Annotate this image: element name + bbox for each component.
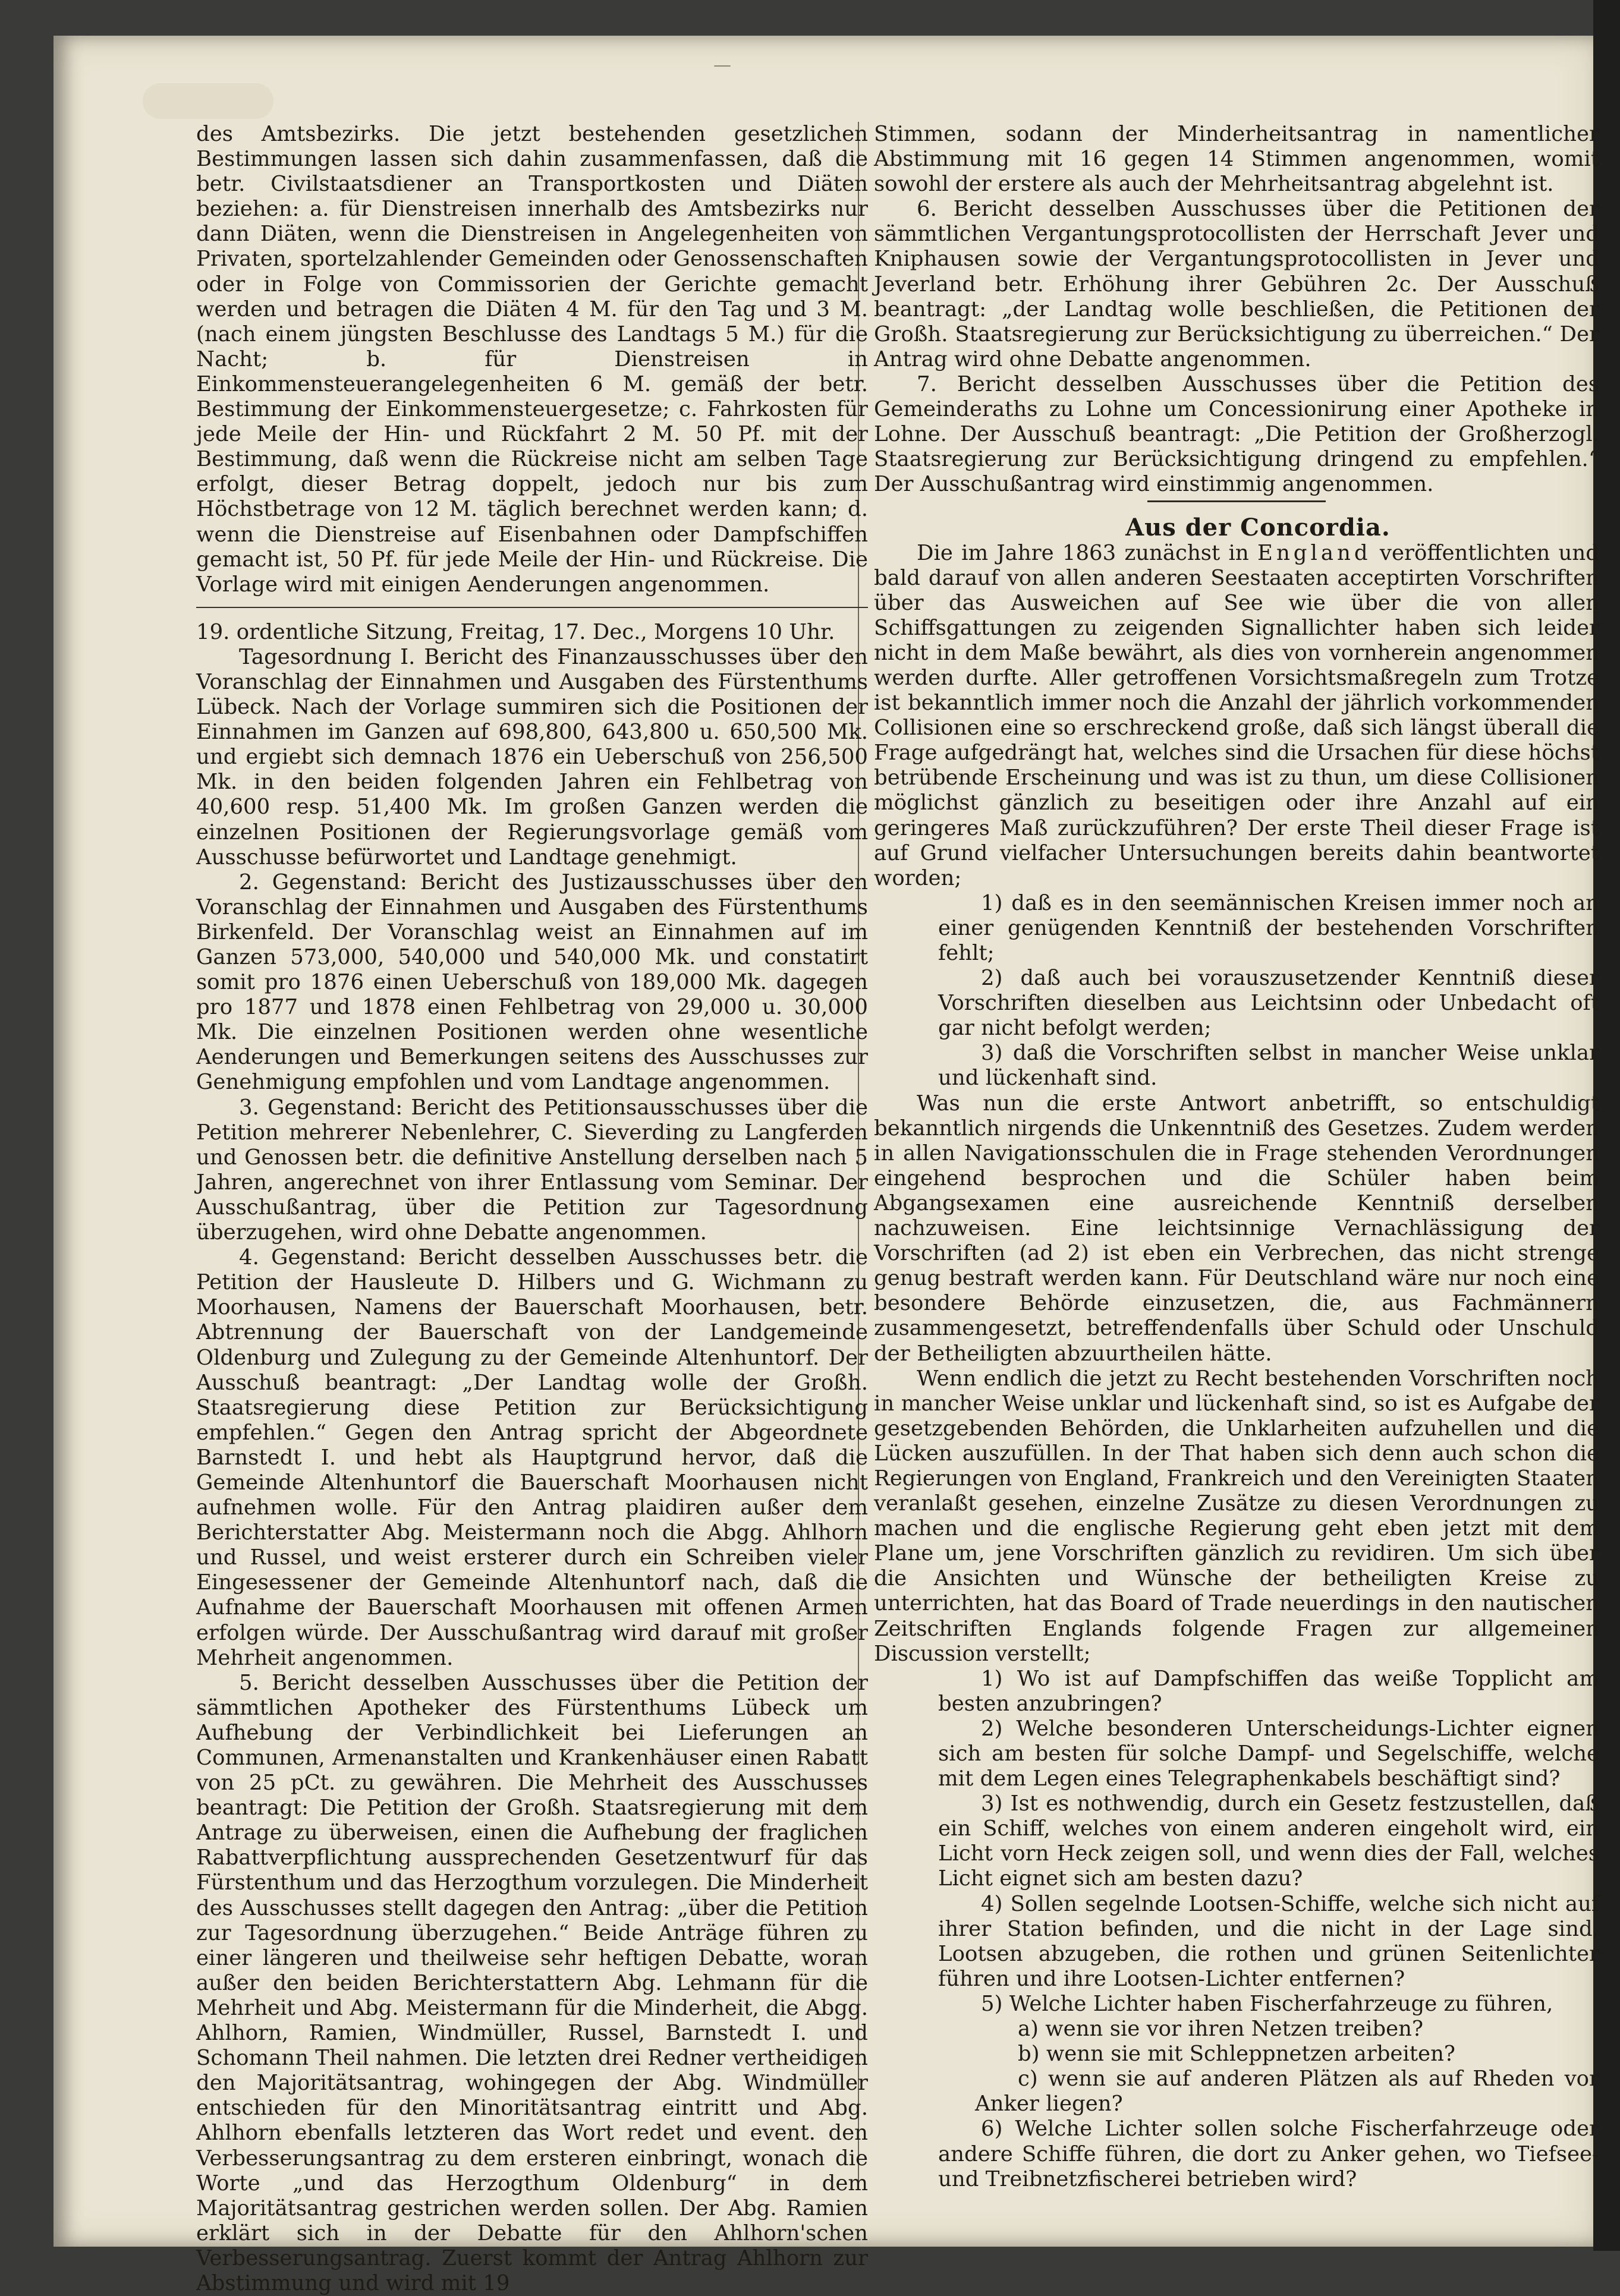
question-subitem: a) wenn sie vor ihren Netzen treiben? — [1018, 2017, 1424, 2042]
paragraph-gegenstand-2: 2. Gegenstand: Bericht des Justizausschusses über den Voranschlag der Einnahmen und Ausgaben des Fürstenthums Birkenfeld. Der Voranschlag weist an Einnahmen auf im Ganzen 573,000, 540,000 und 540,000 Mk. und constatirt somit pro 1876 einen Ueberschuß von 189,000 Mk. dagegen pro 1877 und 1878 einen Fehlbetrag von 29,000 u. 30,000 Mk. Die einzelnen Positionen werden ohne wesentliche Aenderungen und Bemerkungen seitens des Ausschusses zur Genehmigung empfohlen und vom Landtage angenommen. — [196, 870, 868, 1095]
paper-stain — [143, 83, 273, 119]
paragraph-bericht-7: 7. Bericht desselben Ausschusses über die Petition des Gemeinderaths zu Lohne um Concessionirung einer Apotheke in Lohne. Der Ausschuß beantragt: „Die Petition der Großherzogl. Staatsregierung zur Berücksichtigung dringend zu empfehlen.“ Der Ausschußantrag wird einstimmig angenommen. — [874, 371, 1599, 497]
paragraph-wenn-endlich: Wenn endlich die jetzt zu Recht bestehenden Vorschriften noch in mancher Weise unklar und lückenhaft sind, so ist es Aufgabe der gesetzgebenden Behörden, die Unklarheiten aufzuhellen und die Lücken auszufüllen. In der That haben sich denn auch schon die Regierungen von England, Frankreich und den Vereinigten Staaten veranlaßt gesehen, einzelne Zusätze zu diesen Verordnungen zu machen und die englische Regierung geht eben jetzt mit dem Plane um, jene Vorschriften gänzlich zu revidiren. Um sich über die Ansichten und Wünsche der betheiligten Kreise zu unterrichten, hat das Board of Trade neuerdings in den nautischen Zeitschriften Englands folgende Fragen zur allgemeinen Discussion verstellt; — [874, 1366, 1599, 1666]
right-column — [874, 122, 1599, 2192]
left-column — [196, 122, 868, 2296]
list-item: 3) daß die Vorschriften selbst in mancher Weise unklar und lückenhaft sind. — [938, 1041, 1599, 1091]
paragraph-tagesordnung: Tagesordnung I. Bericht des Finanzausschusses über den Voranschlag der Einnahmen und Ausgaben des Fürstenthums Lübeck. Nach der Vorlage summiren sich die Positionen der Einnahmen im Ganzen auf 698,800, 643,800 u. 650,500 Mk. und ergiebt sich demnach 1876 ein Ueberschuß von 256,500 Mk. in den beiden folgenden Jahren ein Fehlbetrag von 40,600 resp. 51,400 Mk. Im großen Ganzen werden die einzelnen Positionen der Regierungsvorlage gemäß vom Ausschusse befürwortet und Landtage genehmigt. — [196, 644, 868, 870]
session-title: 19. ordentliche Sitzung, Freitag, 17. Dec., Morgens 10 Uhr. — [196, 619, 835, 644]
article-heading: Aus der Concordia. — [1125, 514, 1391, 542]
section-rule — [196, 607, 868, 608]
paragraph-amtsbezirk: des Amtsbezirks. Die jetzt bestehenden gesetzlichen Bestimmungen lassen sich dahin zusammenfassen, daß die betr. Civilstaatsdiener an Transportkosten und Diäten beziehen: a. für Dienstreisen innerhalb des Amtsbezirks nur dann Diäten, wenn die Dienstreisen in Angelegenheiten von Privaten, sportelzahlender Gemeinden oder Genossenschaften oder in Folge von Commissorien der Gerichte gemacht werden und betragen die Diäten 4 M. für den Tag und 3 M. (nach einem jüngsten Beschlusse des Landtags 5 M.) für die Nacht; b. für Dienstreisen in Einkommensteuerangelegenheiten 6 M. gemäß der betr. Bestimmung der Einkommensteuergesetze; c. Fahrkosten für jede Meile der Hin- und Rückfahrt 2 M. 50 Pf. mit der Bestimmung, daß wenn die Rückreise nicht am selben Tage erfolgt, dieser Betrag doppelt, jedoch nur bis zum Höchstbetrage von 12 M. täglich berechnet werden kann; d. wenn die Dienstreise auf Eisenbahnen oder Dampfschiffen gemacht ist, 50 Pf. für jede Meile der Hin- und Rückreise. Die Vorlage wird mit einigen Aenderungen angenommen. — [196, 122, 868, 597]
list-item: 1) daß es in den seemännischen Kreisen immer noch an einer genügenden Kenntniß der bestehenden Vorschriften fehlt; — [938, 890, 1599, 965]
question-item: 2) Welche besonderen Unterscheidungs-Lichter eignen sich am besten für solche Dampf- und Segelschiffe, welche mit dem Legen eines Telegraphenkabels beschäftigt sind? — [938, 1716, 1599, 1791]
paragraph-stimmen: Stimmen, sodann der Minderheitsantrag in namentlicher Abstimmung mit 16 gegen 14 Stimmen angenommen, womit sowohl der erstere als auch der Mehrheitsantrag abgelehnt ist. — [874, 122, 1599, 197]
paragraph-gegenstand-4: 4. Gegenstand: Bericht desselben Ausschusses betr. die Petition der Hausleute D. Hilbers und G. Wichmann zu Moorhausen, Namens der Bauerschaft Moorhausen, betr. Abtrennung der Bauerschaft von der Landgemeinde Oldenburg und Zulegung zu der Gemeinde Altenhuntorf. Der Ausschuß beantragt: „Der Landtag wolle der Großh. Staatsregierung diese Petition zur Berücksichtigung empfehlen.“ Gegen den Antrag spricht der Abgeordnete Barnstedt I. und hebt als Hauptgrund hervor, daß die Gemeinde Altenhuntorf die Bauerschaft Moorhausen nicht aufnehmen wolle. Für den Antrag plaidiren außer dem Berichterstatter Abg. Meistermann noch die Abgg. Ahlhorn und Russel, und weist ersterer durch ein Schreiben vieler Eingesessener der Gemeinde Altenhuntorf nach, daß die Aufnahme der Bauerschaft Moorhausen mit offenen Armen erfolgen würde. Der Ausschußantrag wird darauf mit großer Mehrheit angenommen. — [196, 1245, 868, 1670]
paragraph-bericht-5: 5. Bericht desselben Ausschusses über die Petition der sämmtlichen Apotheker des Fürstenthums Lübeck um Aufhebung der Verbindlichkeit bei Lieferungen an Communen, Armenanstalten und Krankenhäuser einen Rabatt von 25 pCt. zu gewähren. Die Mehrheit des Ausschusses beantragt: Die Petition der Großh. Staatsregierung mit dem Antrage zu überweisen, einen die Aufhebung der fraglichen Rabattverpflichtung aussprechenden Gesetzentwurf für das Fürstenthum und das Herzogthum vorzulegen. Die Minderheit des Ausschusses stellt dagegen den Antrag: „über die Petition zur Tagesordnung überzugehen.“ Beide Anträge führen zu einer längeren und theilweise sehr heftigen Debatte, woran außer den beiden Berichterstattern Abg. Lehmann für die Mehrheit und Abg. Meistermann für die Minderheit, die Abgg. Ahlhorn, Ramien, Windmüller, Russel, Barnstedt I. und Schomann Theil nahmen. Die letzten drei Redner vertheidigen den Majoritätsantrag, wohingegen der Abg. Windmüller entschieden für den Minoritätsantrag eintritt und Abg. Ahlhorn ebenfalls letzteren das Wort redet und event. den Verbesserungsantrag zu dem ersteren einbringt, wonach die Worte „und das Herzogthum Oldenburg“ in dem Majoritätsantrag gestrichen werden sollen. Der Abg. Ramien erklärt sich in der Debatte für den Ahlhorn'schen Verbesserungsantrag. Zuerst kommt der Antrag Ahlhorn zur Abstimmung und wird mit 19 — [196, 1670, 868, 2295]
question-item: 4) Sollen segelnde Lootsen-Schiffe, welche sich nicht auf ihrer Station befinden, und die nicht in der Lage sind, Lootsen abzugeben, die rothen und grünen Seitenlichter führen und ihre Lootsen-Lichter entfernen? — [938, 1891, 1599, 1991]
paragraph-concordia-intro — [874, 541, 1599, 891]
question-subitem: c) wenn sie auf anderen Plätzen als auf Rheden vor Anker liegen? — [975, 2067, 1599, 2117]
paragraph-erste-antwort: Was nun die erste Antwort anbetrifft, so entschuldigt bekanntlich nirgends die Unkenntniß des Gesetzes. Zudem werden in allen Navigationsschulen die in Frage stehenden Verordnungen eingehend besprochen und die Schüler haben beim Abgangsexamen eine ausreichende Kenntniß derselben nachzuweisen. Eine leichtsinnige Vernachlässigung der Vorschriften (ad 2) ist eben ein Verbrechen, das nicht strenge genug bestraft werden kann. Für Deutschland wäre nur noch eine besondere Behörde einzusetzen, die, aus Fachmännern zusammengesetzt, betreffendenfalls über Schuld oder Unschuld der Betheiligten abzuurtheilen hätte. — [874, 1091, 1599, 1366]
intro-text-b: veröffentlichten und bald darauf von allen anderen Seestaaten acceptirten Vorschriften über das Ausweichen auf See wie über die von allen Schiffsgattungen zu zeigenden Signallichter haben sich leider nicht in dem Maße bewährt, als dies von vornherein angenommen werden durfte. Aller getroffenen Vorsichtsmaßregeln zum Trotze ist bekanntlich immer noch die Anzahl der jährlich vorkommenden Collisionen eine so erschreckend große, daß sich längst überall die Frage aufgedrängt hat, welches sind die Ursachen für diese höchst betrübende Erscheinung und was ist zu thun, um diese Collisionen möglichst gänzlich zu beseitigen oder ihre Anzahl auf ein geringeres Maß zurückzuführen? Der erste Theil dieser Frage ist auf Grund vielfacher Untersuchungen bereits dahin beantwortet worden; — [874, 540, 1599, 890]
paragraph-gegenstand-3: 3. Gegenstand: Bericht des Petitionsausschusses über die Petition mehrerer Nebenlehrer, C. Sieverding zu Langferden und Genossen betr. die definitive Anstellung derselben nach 5 Jahren, angerechnet von ihrer Entlassung vom Seminar. Der Ausschußantrag, über die Petition zur Tagesordnung überzugehen, wird ohne Debatte angenommen. — [196, 1095, 868, 1245]
question-item: 6) Welche Lichter sollen solche Fischerfahrzeuge oder andere Schiffe führen, die dort zu Anker gehen, wo Tiefsee- und Treibnetzfischerei betrieben wird? — [938, 2117, 1599, 2191]
question-item: 1) Wo ist auf Dampfschiffen das weiße Topplicht am besten anzubringen? — [938, 1666, 1599, 1716]
header-mark: — — [713, 55, 731, 75]
intro-spaced-word: England — [1257, 540, 1372, 565]
question-subitem: b) wenn sie mit Schleppnetzen arbeiten? — [1018, 2042, 1455, 2067]
question-item: 5) Welche Lichter haben Fischerfahrzeuge zu führen, — [981, 1991, 1553, 2016]
question-item: 3) Ist es nothwendig, durch ein Gesetz festzustellen, daß ein Schiff, welches von einem anderen eingeholt wird, ein Licht vorn Heck zeigen soll, und wenn dies der Fall, welches Licht eignet sich am besten dazu? — [938, 1791, 1599, 1891]
paragraph-bericht-6: 6. Bericht desselben Ausschusses über die Petitionen der sämmtlichen Vergantungsprotocollisten der Herrschaft Jever und Kniphausen sowie der Vergantungsprotocollisten in Jever und Jeverland betr. Erhöhung ihrer Gebühren 2c. Der Ausschuß beantragt: „der Landtag wolle beschließen, die Petitionen der Großh. Staatsregierung zur Berücksichtigung zu überreichen.“ Der Antrag wird ohne Debatte angenommen. — [874, 197, 1599, 371]
heading-rule — [1147, 500, 1326, 502]
intro-text-a: Die im Jahre 1863 zunächst in — [917, 540, 1258, 565]
list-item: 2) daß auch bei vorauszusetzender Kenntniß dieser Vorschriften dieselben aus Leichtsinn oder Unbedacht oft gar nicht befolgt werden; — [938, 966, 1599, 1041]
